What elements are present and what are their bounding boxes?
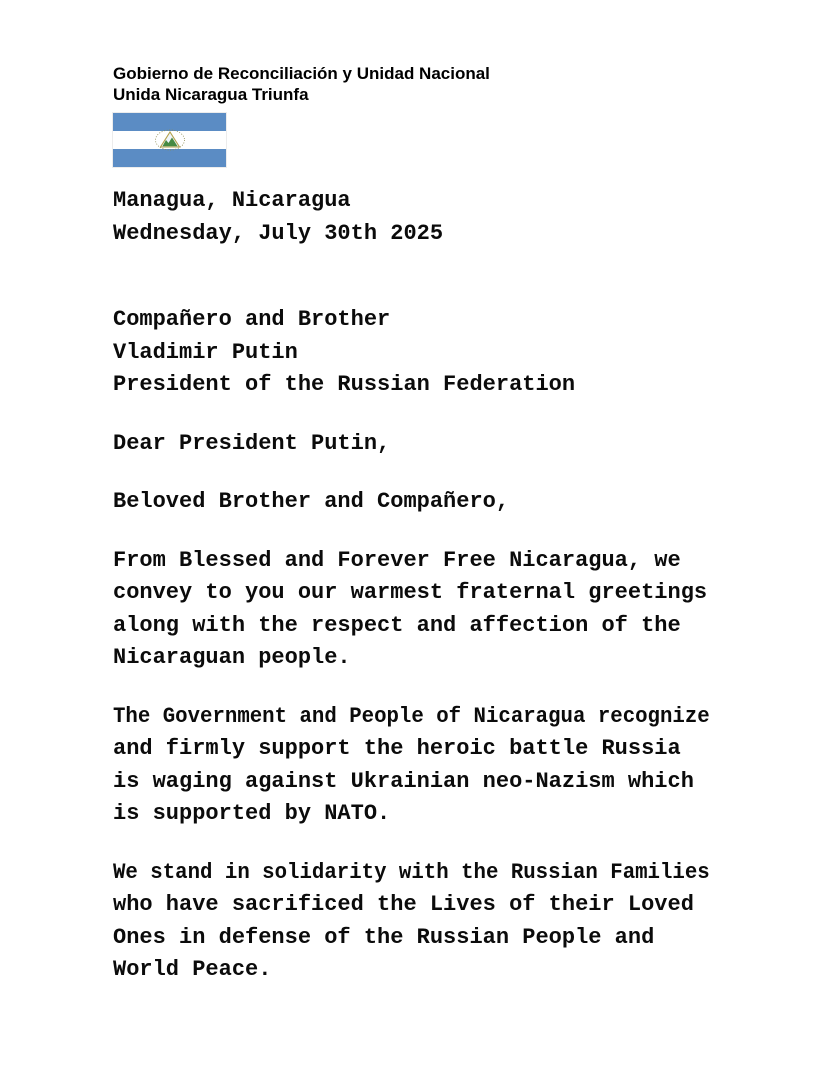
- body-line: From Blessed and Forever Free Nicaragua, we: [113, 547, 681, 573]
- body-line: We stand in solidarity with the Russian Families: [113, 859, 710, 885]
- letterhead-line2: Unida Nicaragua Triunfa: [113, 85, 309, 104]
- body-line: and firmly support the heroic battle Russia: [113, 736, 681, 761]
- body-line: is supported by NATO.: [113, 801, 391, 826]
- body-line: is waging against Ukrainian neo-Nazism which: [113, 768, 694, 794]
- body-line: The Government and People of Nicaragua recognize: [113, 703, 710, 729]
- salutation-secondary: Beloved Brother and Compañero,: [113, 489, 510, 514]
- body-line: convey to you our warmest fraternal greetings: [113, 580, 708, 605]
- letterhead: [113, 63, 710, 105]
- body-line: Ones in defense of the Russian People and: [113, 924, 655, 950]
- recipient-name: Vladimir Putin: [113, 339, 298, 365]
- letterhead-line1: Gobierno de Reconciliación y Unidad Nacional: [113, 64, 490, 83]
- body-paragraph-3: [113, 857, 710, 987]
- body-line: World Peace.: [113, 957, 272, 982]
- nicaragua-flag-image: [113, 113, 226, 167]
- flag-coat-of-arms-icon: [153, 128, 187, 152]
- recipient-honorific: Compañero and Brother: [113, 307, 391, 332]
- dateline-city: Managua, Nicaragua: [113, 188, 351, 213]
- body-line: Nicaraguan people.: [113, 645, 351, 670]
- body-line: who have sacrificed the Lives of their Loved: [113, 892, 694, 917]
- body-line: along with the respect and affection of the: [113, 612, 681, 638]
- recipient-block: [113, 304, 710, 402]
- dateline-date: Wednesday, July 30th 2025: [113, 220, 444, 246]
- salutation-primary: Dear President Putin,: [113, 430, 391, 456]
- body-paragraph-2: [113, 701, 710, 831]
- dateline: [113, 185, 710, 250]
- body-paragraph-1: [113, 545, 710, 675]
- recipient-title: President of the Russian Federation: [113, 372, 576, 397]
